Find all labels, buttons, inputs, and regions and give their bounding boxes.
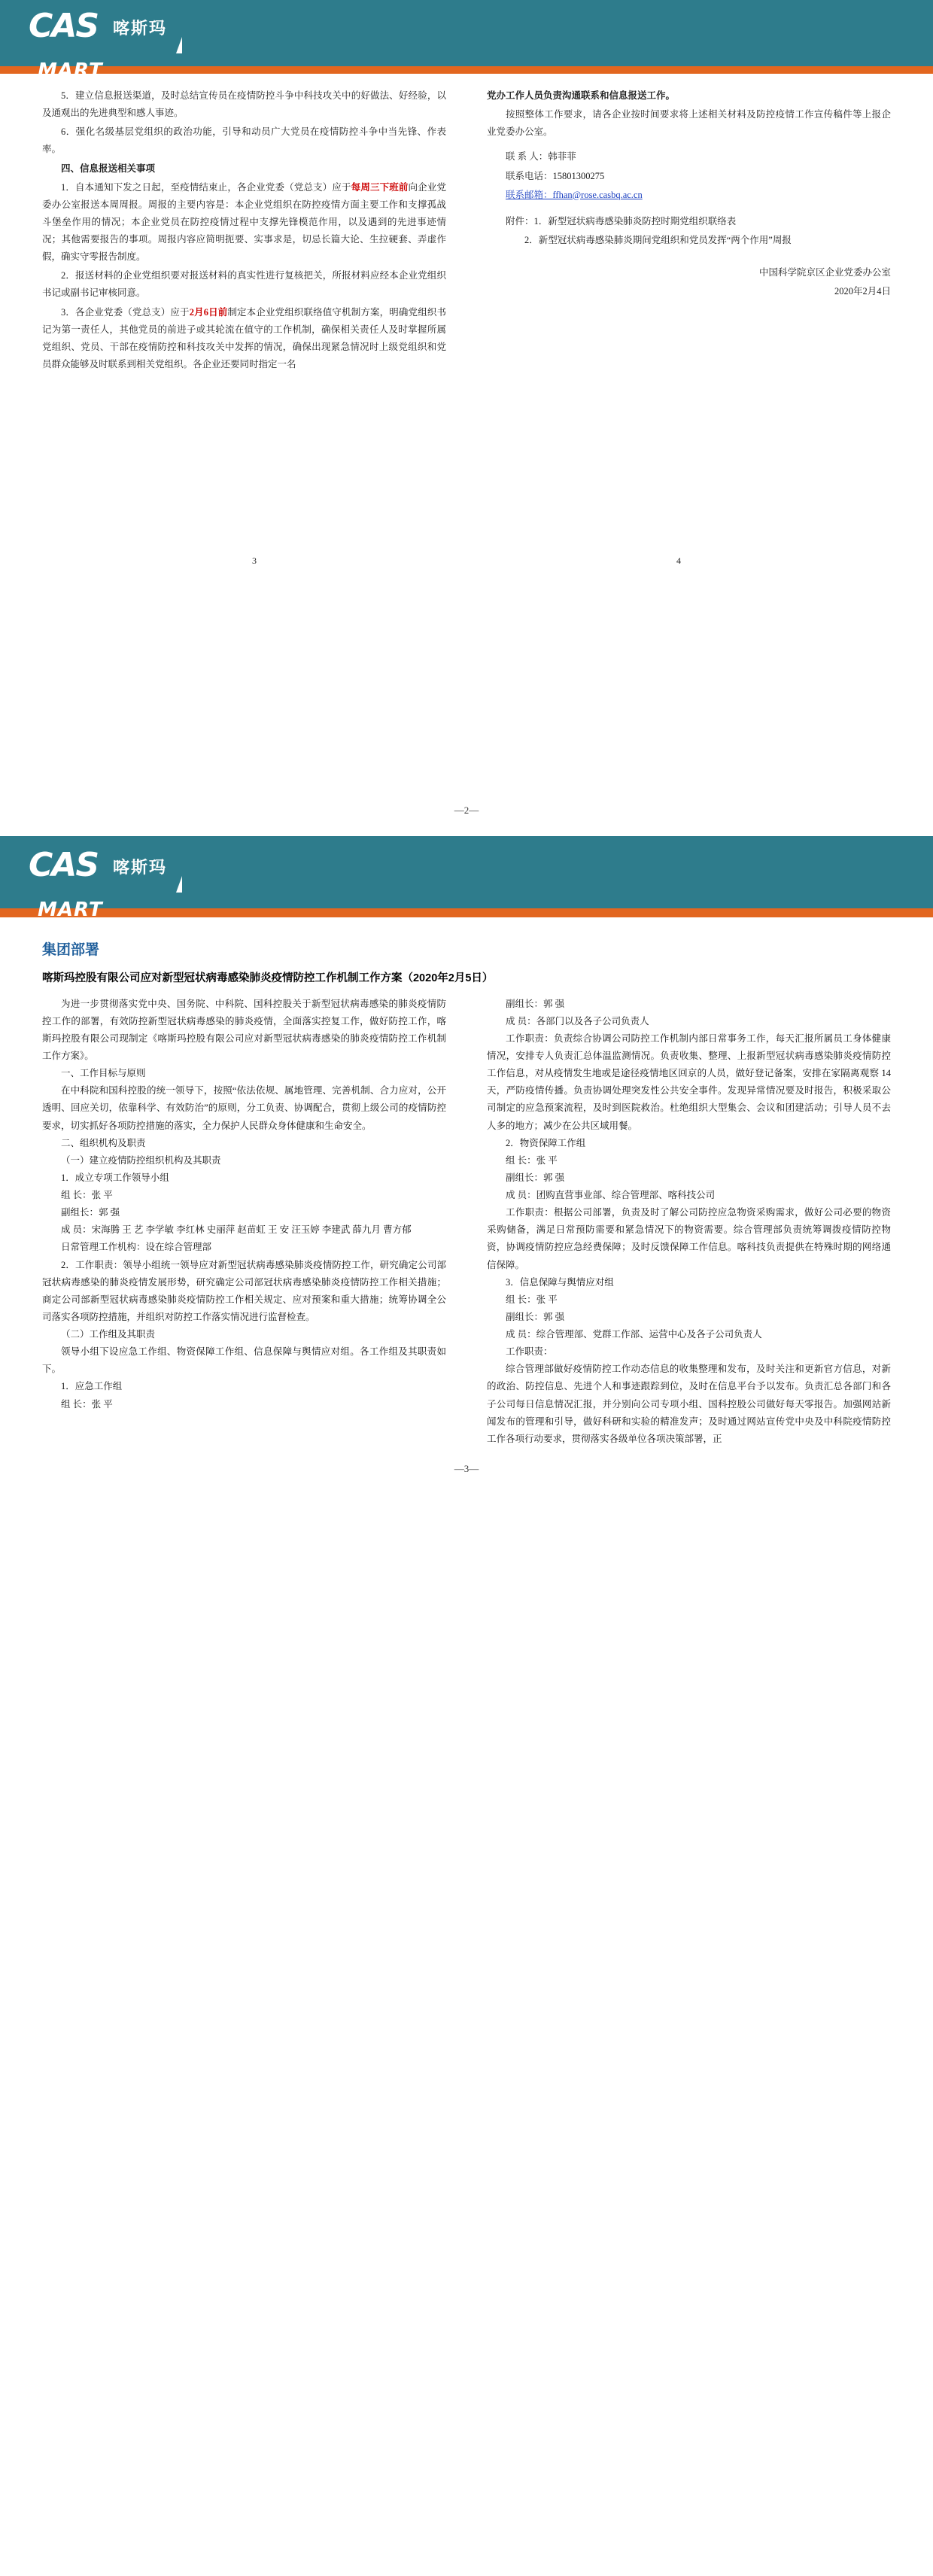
doc2-content — [0, 917, 933, 1448]
paragraph: 在中科院和国科控股的统一领导下，按照“依法依规、属地管理、完善机制、合力应对，公开透明、回应关切，依靠科学、有效防治”的原则，分工负责、协调配合，贯彻上级公司的疫情防控要求，切实抓好各项防控措施的落实，全力保护人民群众身体健康和生命安全。 — [42, 1085, 446, 1131]
issue-date: 2020年2月4日 — [834, 286, 891, 297]
doc2-page-footer: —3— — [454, 1462, 479, 1474]
logo-slash-icon — [176, 37, 182, 53]
paragraph: 1．自本通知下发之日起，至疫情结束止，各企业党委（党总支）应于每周三下班前向企业党委办公室报送本周周报。周报的主要内容是：本企业党组织在防控疫情方面主要工作和支撑孤战斗堡垒作用的情况；本企业党员在防控疫情过程中支撑先锋模范作用，以及遇到的先进事迹情况；其他需要报告的事项。周报内容应简明扼要、实事求是，切忌长篇大论、生拉硬套、弄虚作假，确实守零报告制度。 — [42, 181, 446, 263]
logo-cas-text: CAS — [29, 7, 99, 45]
doc1-page-footer: —2— — [454, 804, 479, 816]
list-item: 副组长：郭 强 — [61, 1207, 120, 1218]
list-item: 成 员：团购直营事业部、综合管理部、喀科技公司 — [506, 1190, 716, 1201]
paragraph: 工作职责：根据公司部署，负责及时了解公司防控应急物资采购需求，做好公司必要的物资采购储备，满足日常预防需要和紧急情况下的物资需要。综合管理部负责统筹调拨疫情防控物资，协调疫情防控应急经费保障；及时反馈保障工作信息。喀科技负责提供在特殊时期的网络通信保障。 — [487, 1207, 891, 1270]
document-title: 喀斯玛控股有限公司应对新型冠状病毒感染肺炎疫情防控工作机制工作方案（2020年2月5日） — [42, 972, 494, 984]
doc1-blank-area — [0, 567, 933, 792]
paragraph: 党办工作人员负责沟通联系和信息报送工作。 — [487, 90, 676, 101]
contact-phone: 联系电话：15801300275 — [506, 170, 605, 181]
section-heading: 二、组织机构及职责 — [61, 1137, 146, 1148]
list-item: 1．应急工作组 — [61, 1381, 123, 1392]
logo-cas-text: CAS — [29, 846, 99, 884]
section-heading: 一、工作目标与原则 — [61, 1068, 146, 1079]
document-1 — [0, 0, 933, 836]
paragraph: 3．各企业党委（党总支）应于2月6日前制定本企业党组织联络值守机制方案，明确党组织书记为第一责任人，其他党员的前进子或其轮流在值守的工作机制，确保相关责任人及时掌握所属党组织、党员、干部在疫情防控和科技攻关中发挥的情况，确保出现紧急情况时上级党组织和党员群众能够及时联系到相关党组织。各企业还要同时指定一名 — [42, 306, 446, 370]
list-item: 组 长：张 平 — [506, 1294, 558, 1305]
logo-mart-text: MART — [38, 899, 103, 921]
attachment-1: 附件：1．新型冠状病毒感染肺炎防控时期党组织联络表 — [506, 215, 737, 227]
list-item: 1．成立专项工作领导小组 — [61, 1172, 169, 1183]
list-item: 组 长：张 平 — [506, 1154, 558, 1166]
list-item: 工作职责： — [506, 1346, 553, 1358]
document-2 — [0, 836, 933, 1489]
logo-chinese-text: 喀斯玛 — [113, 19, 168, 38]
doc1-left-column — [42, 87, 446, 555]
list-item: 组 长：张 平 — [61, 1398, 113, 1410]
list-item: 副组长：郭 强 — [506, 998, 565, 1009]
list-item: 组 长：张 平 — [61, 1190, 113, 1201]
doc2-columns — [42, 996, 891, 1448]
page-number-right: 4 — [676, 555, 681, 566]
logo-kasima — [29, 846, 224, 921]
logo-kasima — [29, 7, 224, 82]
logo-slash-icon — [176, 876, 182, 893]
paragraph: 为进一步贯彻落实党中央、国务院、中科院、国科控股关于新型冠状病毒感染的肺炎疫情防控工作的部署，有效防控新型冠状病毒感染的肺炎疫情，全面落实控复工作，做好防控工作，喀斯玛控股有限公司现制定《喀斯玛控股有限公司应对新型冠状病毒感染的肺炎疫情防控工作机制工作方案》。 — [42, 998, 446, 1062]
list-item: 成 员：综合管理部、党群工作部、运营中心及各子公司负责人 — [506, 1329, 762, 1340]
list-item: 日常管理工作机构：设在综合管理部 — [61, 1242, 212, 1253]
paragraph: 6．强化名级基层党组织的政治功能，引导和动员广大党员在疫情防控斗争中当先锋、作表率。 — [42, 126, 446, 155]
logo-mart-text: MART — [38, 59, 103, 82]
paragraph: 5．建立信息报送渠道，及时总结宣传员在疫情防控斗争中科技攻关中的好做法、好经验，以及通观出的先进典型和感人事迹。 — [42, 90, 446, 119]
doc1-accent-band — [0, 66, 933, 74]
issuer: 中国科学院京区企业党委办公室 — [758, 267, 891, 278]
paragraph: 综合管理部做好疫情防控工作动态信息的收集整理和发布，及时关注和更新官方信息，对新的政治、防控信息、先进个人和事迹跟踪到位，及时在信息平台予以发布。负责汇总各部门和各子公司每日信息情况汇报，并分别向公司专项小组、国科控股公司做好每天零报告。加强网站新闻发布的管理和引导，做好科研和实验的精准发声；及时通过网站宣传党中央及中科院疫情防控工作各项行动要求，贯彻落实各级单位各项决策部署，正 — [487, 1364, 891, 1444]
contact-email[interactable]: 联系邮箱：ffhan@rose.casbq.ac.cn — [506, 189, 643, 200]
doc2-right-column — [487, 996, 891, 1448]
subsection-heading: （一）建立疫情防控组织机构及其职责 — [61, 1154, 221, 1166]
contact-person: 联 系 人：韩菲菲 — [506, 151, 576, 163]
paragraph: 领导小组下设应急工作组、物资保障工作组、信息保障与舆情应对组。各工作组及其职责如下。 — [42, 1346, 446, 1375]
list-item: 2．物资保障工作组 — [506, 1137, 586, 1148]
list-item: 成 员：宋海腾 王 艺 李学敏 李红林 史丽萍 赵苗虹 王 安 汪玉婷 李建武 薛九月 曹方郁 — [61, 1224, 412, 1236]
doc1-header-band — [0, 0, 933, 82]
paragraph: 工作职责：负责综合协调公司防控工作机制内部日常事务工作，每天汇报所属员工身体健康情况，安排专人负责汇总体温监测情况。负责收集、整理、上报新型冠状病毒感染肺炎疫情防控工作信息，对从疫情发生地或是途径疫情地区回京的人员，做好登记备案，安排在家隔离观察 14 天，严防疫情传播。负责协调处理突发性公共安全事件。发现异常情况要及时报告，积极采取公司制定的应急预案流程，及时到医院救治。杜绝组织大型集会、会议和团建活动；引导人员不去人多的地方；减少在公共区域用餐。 — [487, 1033, 891, 1131]
logo-chinese-text: 喀斯玛 — [113, 858, 168, 877]
doc2-header-band — [0, 836, 933, 921]
doc2-left-column — [42, 996, 446, 1448]
section-heading: 四、信息报送相关事项 — [61, 163, 156, 174]
section-title: 集团部署 — [42, 942, 100, 958]
list-item: 副组长：郭 强 — [506, 1172, 565, 1183]
list-item: 成 员：各部门以及各子公司负责人 — [506, 1015, 649, 1026]
attachment-2: 2．新型冠状病毒感染肺炎期间党组织和党员发挥“两个作用”周报 — [524, 234, 792, 245]
doc1-content — [0, 74, 933, 555]
doc1-right-column — [487, 87, 891, 555]
list-item: 3．信息保障与舆情应对组 — [506, 1276, 614, 1288]
paragraph: 按照整体工作要求，请各企业按时间要求将上述相关材料及防控疫情工作宣传稿件等上报企业党委办公室。 — [487, 109, 891, 138]
list-item: 副组长：郭 强 — [506, 1311, 565, 1322]
subsection-heading: （二）工作组及其职责 — [61, 1329, 156, 1340]
paragraph: 2．报送材料的企业党组织要对报送材料的真实性进行复核把关，所报材料应经本企业党组织书记或副书记审核同意。 — [42, 270, 446, 299]
doc2-accent-band — [0, 908, 933, 917]
doc1-page-numbers — [0, 555, 933, 567]
page-number-left: 3 — [252, 555, 257, 566]
paragraph: 2．工作职责：领导小组统一领导应对新型冠状病毒感染肺炎疫情防控工作，研究确定公司部冠状病毒感染的肺炎疫情发展形势，研究确定公司部冠状病毒感染肺炎疫情防控工作相关措施；商定公司部新型冠状病毒感染肺炎疫情防控工作相关规定、应对预案和重大措施；统筹协调全公司落实各项防控措施，并组织对防控工作落实情况进行监督检查。 — [42, 1259, 446, 1322]
